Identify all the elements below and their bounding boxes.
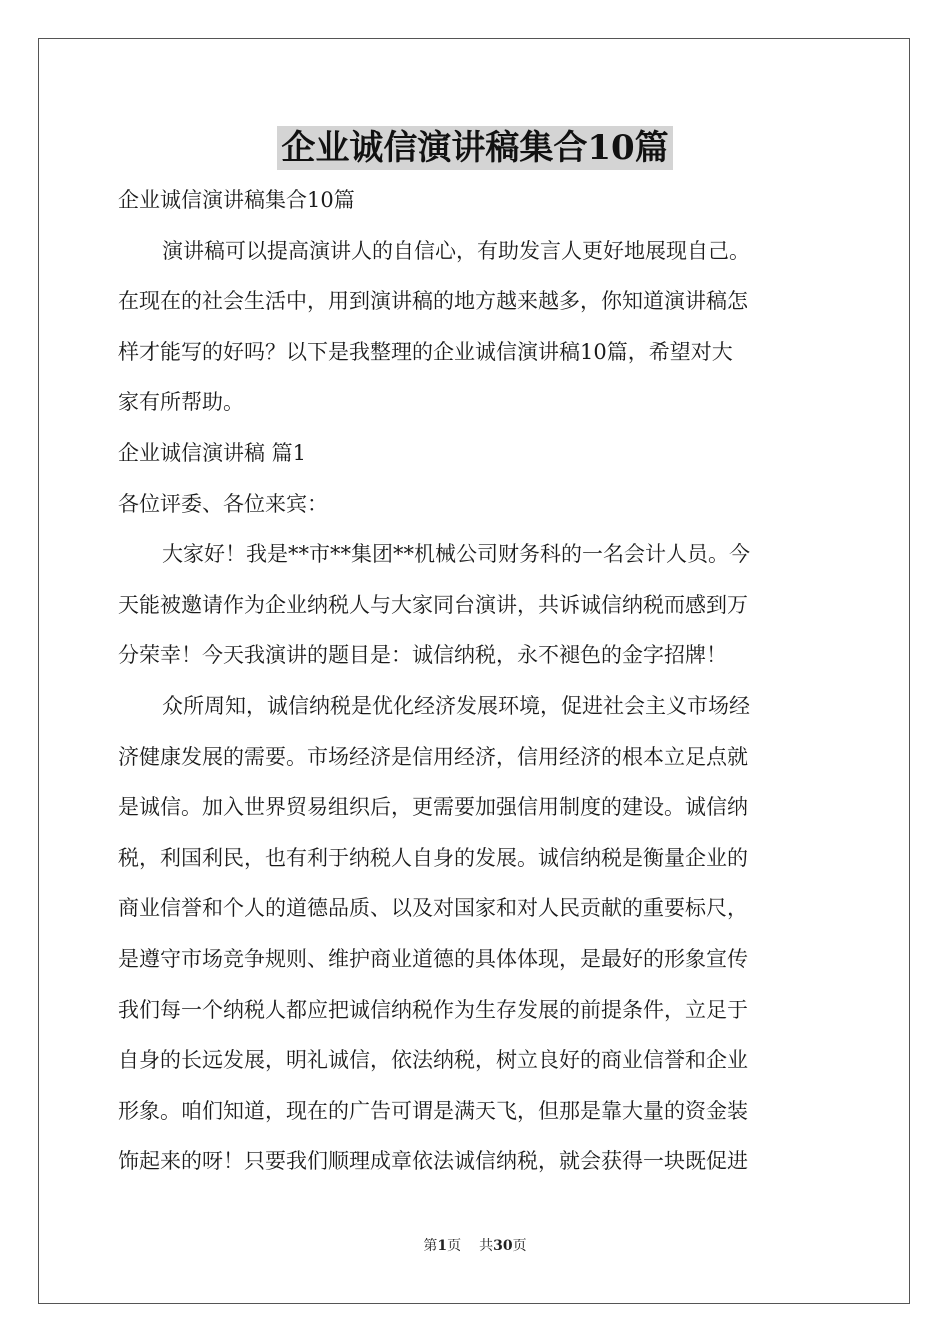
page-total: 30 [493,1238,513,1254]
page-prefix: 第 [423,1238,438,1254]
document-body [118,180,836,1192]
page-footer [0,1236,950,1256]
total-prefix: 共 [479,1238,494,1254]
text-line: 形象。咱们知道，现在的广告可谓是满天飞，但那是靠大量的资金装 [118,1098,748,1123]
text-line: 企业诚信演讲稿集合10篇 [118,188,355,212]
text-line: 我们每一个纳税人都应把诚信纳税作为生存发展的前提条件，立足于 [118,997,748,1022]
text-line: 样才能写的好吗？以下是我整理的企业诚信演讲稿10篇，希望对大 [118,339,733,364]
text-line: 大家好！我是**市**集团**机械公司财务科的一名会计人员。今 [162,542,750,567]
text-line: 各位评委、各位来宾： [118,491,328,516]
text-line: 在现在的社会生活中，用到演讲稿的地方越来越多，你知道演讲稿怎 [118,289,748,314]
text-line: 是诚信。加入世界贸易组织后，更需要加强信用制度的建设。诚信纳 [118,795,748,820]
text-line: 家有所帮助。 [118,390,244,415]
text-line: 分荣幸！今天我演讲的题目是：诚信纳税，永不褪色的金字招牌！ [118,643,727,668]
text-line: 企业诚信演讲稿 篇1 [118,440,307,465]
text-line: 自身的长远发展，明礼诚信，依法纳税，树立良好的商业信誉和企业 [118,1048,748,1073]
page-suffix: 页 [447,1238,462,1254]
text-line: 众所周知，诚信纳税是优化经济发展环境，促进社会主义市场经 [162,693,750,718]
text-line: 是遵守市场竞争规则、维护商业道德的具体体现，是最好的形象宣传 [118,946,748,971]
title-container [0,126,950,170]
text-line: 济健康发展的需要。市场经济是信用经济，信用经济的根本立足点就 [118,744,748,769]
page-current: 1 [437,1238,448,1254]
total-suffix: 页 [512,1238,527,1254]
text-line: 天能被邀请作为企业纳税人与大家同台演讲，共诉诚信纳税而感到万 [118,592,748,617]
text-line: 税，利国利民，也有利于纳税人自身的发展。诚信纳税是衡量企业的 [118,845,748,870]
text-line: 演讲稿可以提高演讲人的自信心，有助发言人更好地展现自己。 [162,238,750,263]
document-title: 企业诚信演讲稿集合10篇 [277,126,672,170]
text-line: 饰起来的呀！只要我们顺理成章依法诚信纳税，就会获得一块既促进 [118,1149,748,1174]
text-line: 商业信誉和个人的道德品质、以及对国家和对人民贡献的重要标尺， [118,896,748,921]
